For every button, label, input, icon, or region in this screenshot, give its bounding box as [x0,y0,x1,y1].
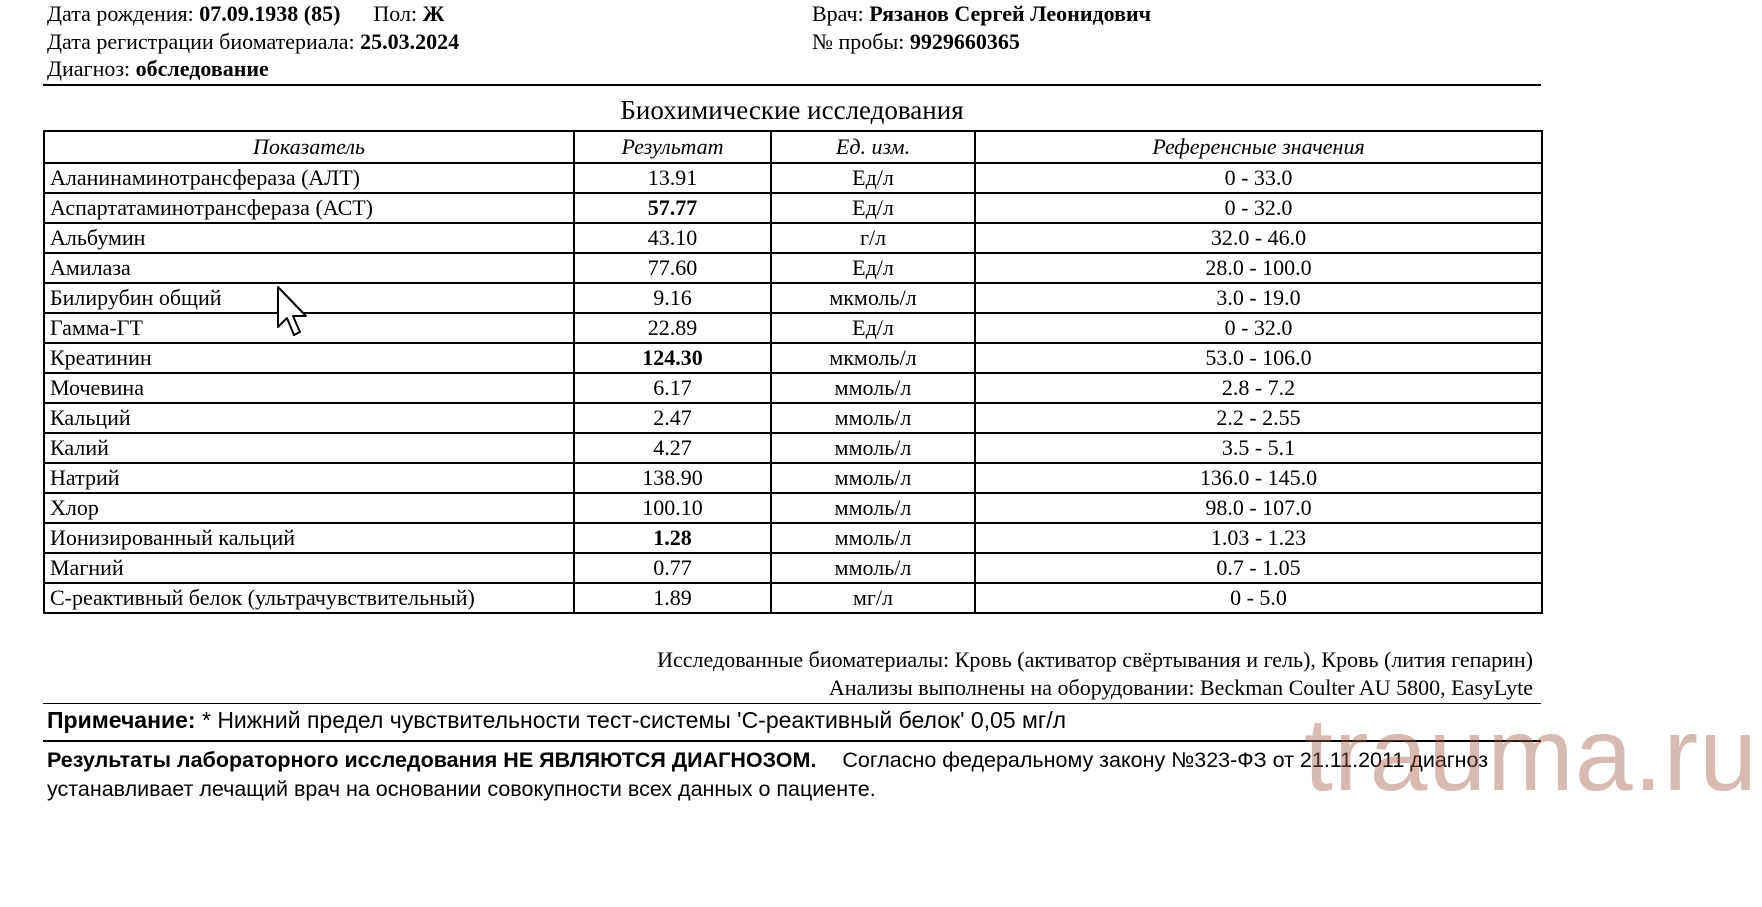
row-unit: ммоль/л [771,403,975,433]
row-result: 100.10 [574,493,771,523]
row-reference: 3.5 - 5.1 [975,433,1542,463]
header-result: Результат [574,131,771,163]
row-unit: ммоль/л [771,373,975,403]
sample-value: 9929660365 [909,29,1020,54]
registration-label: Дата регистрации биоматериала: [47,29,355,54]
table-row [44,553,1542,583]
table-row [44,193,1542,223]
row-parameter: Билирубин общий [44,283,574,313]
row-parameter: Кальций [44,403,574,433]
table-row [44,403,1542,433]
sample-line [812,28,1020,56]
row-result-flagged: 57.77 [574,193,771,223]
doctor-label: Врач: [812,1,864,26]
row-reference: 32.0 - 46.0 [975,223,1542,253]
doctor-value: Рязанов Сергей Леонидович [869,1,1152,26]
registration-value: 25.03.2024 [360,29,460,54]
row-unit: ммоль/л [771,553,975,583]
row-result: 43.10 [574,223,771,253]
row-parameter: Гамма-ГТ [44,313,574,343]
equipment-line: Анализы выполнены на оборудовании: Beckman Coulter AU 5800, EasyLyte [828,675,1533,700]
row-parameter: Натрий [44,463,574,493]
biomaterials-line: Исследованные биоматериалы: Кровь (активатор свёртывания и гель), Кровь (лития гепарин) [657,647,1533,672]
row-reference: 53.0 - 106.0 [975,343,1542,373]
registration-line [47,28,459,56]
row-reference: 2.8 - 7.2 [975,373,1542,403]
disclaimer-text: Согласно федеральному закону №323-ФЗ от 21.11.2011 диагноз устанавливает лечащий врач на основании совокупности всех данных о пациенте. [47,748,1489,801]
section-title: Биохимические исследования [620,95,964,125]
note-label: Примечание: [47,707,196,733]
row-result: 77.60 [574,253,771,283]
row-result: 138.90 [574,463,771,493]
row-parameter: Аланинаминотрансфераза (АЛТ) [44,163,574,193]
row-result: 0.77 [574,553,771,583]
sex-label: Пол: [373,1,418,26]
row-parameter: Хлор [44,493,574,523]
row-reference: 0.7 - 1.05 [975,553,1542,583]
row-reference: 3.0 - 19.0 [975,283,1542,313]
row-reference: 0 - 5.0 [975,583,1542,613]
row-parameter: Магний [44,553,574,583]
row-unit: ммоль/л [771,463,975,493]
table-row [44,433,1542,463]
row-parameter: Амилаза [44,253,574,283]
results-table [43,130,1543,614]
birth-date-line [47,0,444,28]
row-unit: мг/л [771,583,975,613]
row-parameter: Альбумин [44,223,574,253]
row-result: 4.27 [574,433,771,463]
mouse-pointer-icon [276,285,314,341]
table-row [44,463,1542,493]
row-parameter: Ионизированный кальций [44,523,574,553]
header-unit: Ед. изм. [771,131,975,163]
diagnosis-line [47,55,269,83]
row-reference: 1.03 - 1.23 [975,523,1542,553]
row-result-flagged: 124.30 [574,343,771,373]
row-unit: мкмоль/л [771,283,975,313]
table-row [44,223,1542,253]
row-parameter: Креатинин [44,343,574,373]
row-result: 9.16 [574,283,771,313]
header-reference: Референсные значения [975,131,1542,163]
table-row [44,373,1542,403]
table-row [44,523,1542,553]
diagnosis-value: обследование [135,56,269,81]
row-result-flagged: 1.28 [574,523,771,553]
row-parameter: С-реактивный белок (ультрачувствительный) [44,583,574,613]
row-reference: 98.0 - 107.0 [975,493,1542,523]
table-row [44,493,1542,523]
sample-label: № пробы: [812,29,905,54]
table-row [44,313,1542,343]
row-unit: ммоль/л [771,433,975,463]
row-reference: 0 - 33.0 [975,163,1542,193]
row-unit: г/л [771,223,975,253]
doctor-line [812,0,1151,28]
row-result: 2.47 [574,403,771,433]
row-result: 13.91 [574,163,771,193]
row-parameter: Мочевина [44,373,574,403]
row-unit: Ед/л [771,163,975,193]
row-reference: 2.2 - 2.55 [975,403,1542,433]
row-unit: Ед/л [771,193,975,223]
row-result: 6.17 [574,373,771,403]
row-reference: 28.0 - 100.0 [975,253,1542,283]
row-reference: 136.0 - 145.0 [975,463,1542,493]
header-divider [43,84,1541,86]
table-row [44,253,1542,283]
table-row [44,163,1542,193]
row-parameter: Аспартатаминотрансфераза (АСТ) [44,193,574,223]
header-parameter: Показатель [44,131,574,163]
birth-date-value: 07.09.1938 (85) [199,1,341,26]
row-result: 1.89 [574,583,771,613]
note-text: * Нижний предел чувствительности тест-системы 'С-реактивный белок' 0,05 мг/л [201,707,1067,733]
table-header-row [44,131,1542,163]
row-reference: 0 - 32.0 [975,193,1542,223]
sex-value: Ж [422,1,445,26]
diagnosis-label: Диагноз: [47,56,131,81]
row-result: 22.89 [574,313,771,343]
row-unit: Ед/л [771,313,975,343]
disclaimer-bold: Результаты лабораторного исследования НЕ ЯВЛЯЮТСЯ ДИАГНОЗОМ. [47,748,817,772]
note-line [47,706,1066,734]
birth-date-label: Дата рождения: [47,1,194,26]
row-unit: мкмоль/л [771,343,975,373]
row-unit: Ед/л [771,253,975,283]
row-reference: 0 - 32.0 [975,313,1542,343]
table-row [44,283,1542,313]
row-parameter: Калий [44,433,574,463]
row-unit: ммоль/л [771,493,975,523]
row-unit: ммоль/л [771,523,975,553]
table-row [44,583,1542,613]
watermark-logo: trauma.ru [1303,697,1758,813]
table-row [44,343,1542,373]
